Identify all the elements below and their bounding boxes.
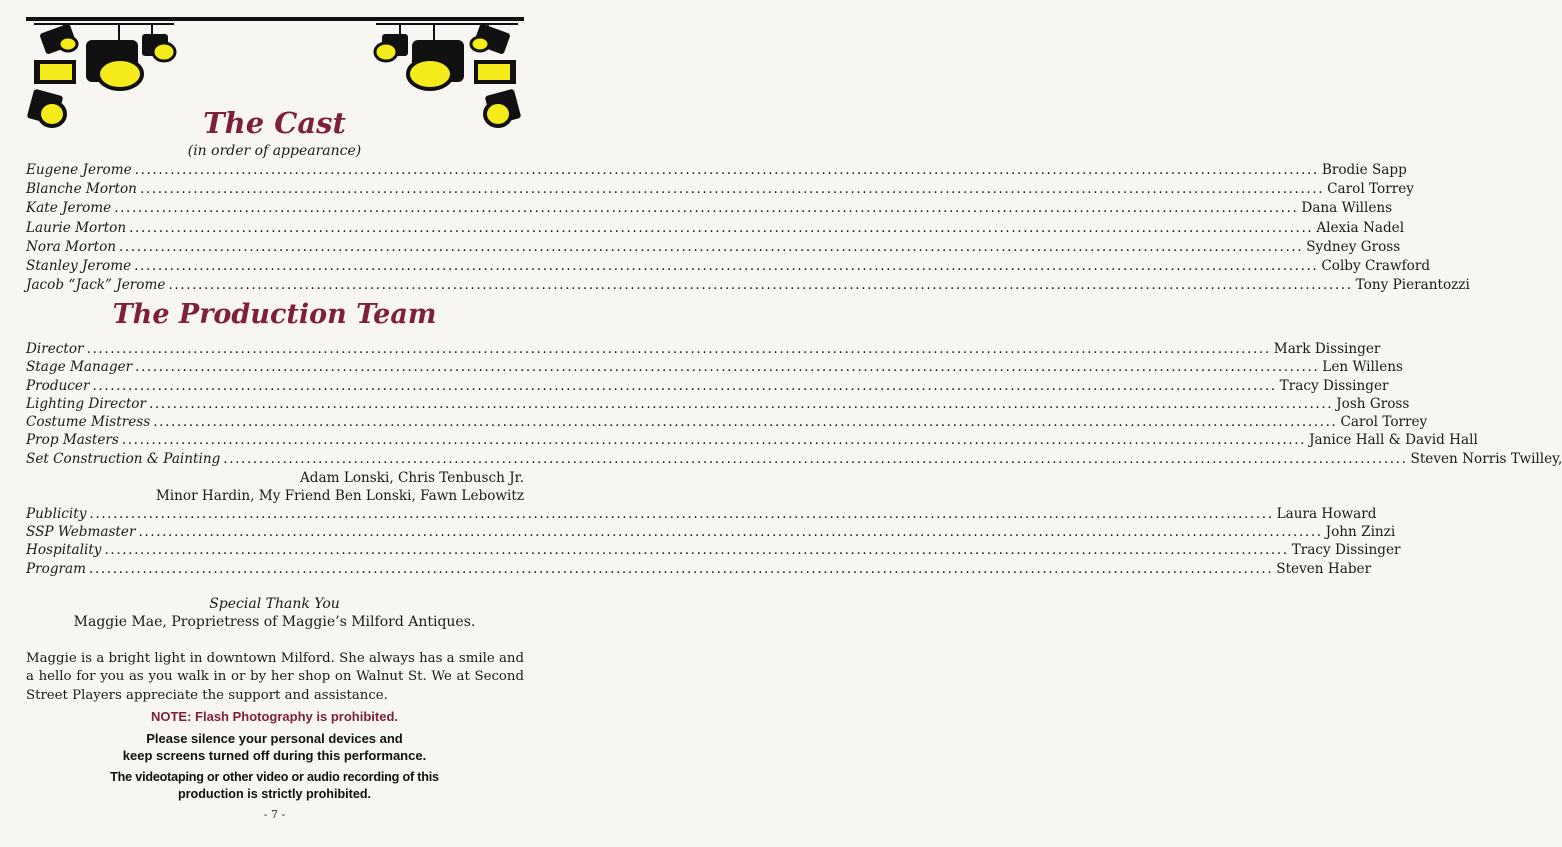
cast-row (26, 277, 1470, 296)
leader-dots: ........................................................................................................................................................................................................ (129, 219, 1314, 236)
team-role: Program (26, 560, 87, 577)
team-role: Stage Manager (26, 359, 133, 376)
cast-name: Dana Willens (1301, 200, 1393, 217)
leader-dots: ........................................................................................................................................................................................................ (135, 359, 1320, 376)
leader-dots: ........................................................................................................................................................................................................ (153, 414, 1338, 431)
team-row (26, 414, 1428, 432)
team-row (26, 505, 1377, 524)
cast-heading: The Cast (203, 106, 346, 140)
leader-dots: ........................................................................................................................................................................................................ (134, 162, 1319, 178)
cast-role: Stanley Jerome (26, 257, 132, 274)
team-name: Tracy Dissinger (1291, 542, 1401, 559)
team-name: Steven Norris Twilley, (1410, 450, 1562, 467)
cast-role: Nora Morton (26, 238, 117, 255)
flash-notice: NOTE: Flash Photography is prohibited. (150, 709, 398, 724)
cast-row (26, 257, 1431, 277)
leader-dots: ........................................................................................................................................................................................................ (104, 542, 1289, 559)
cast-name: Sydney Gross (1306, 238, 1401, 255)
leader-dots: ........................................................................................................................................................................................................ (119, 238, 1304, 255)
team-row (26, 560, 1372, 579)
production-team-heading: The Production Team (112, 299, 437, 330)
team-name: Janice Hall & David Hall (1309, 432, 1478, 449)
team-name: Steven Haber (1276, 560, 1372, 577)
team-name: Len Willens (1322, 359, 1403, 376)
team-name: Laura Howard (1276, 505, 1377, 522)
team-row (26, 432, 1478, 450)
team-name: Tracy Dissinger (1279, 377, 1389, 394)
cast-name: Colby Crawford (1321, 257, 1431, 274)
team-row (26, 542, 1401, 560)
team-row (26, 341, 1381, 359)
recording-notice-line: The videotaping or other video or audio recording of this (110, 770, 439, 784)
leader-dots: ........................................................................................................................................................................................................ (114, 200, 1299, 217)
leader-dots: ........................................................................................................................................................................................................ (223, 450, 1408, 467)
team-row (26, 450, 1562, 469)
team-role: Publicity (26, 505, 87, 522)
team-role: Director (26, 341, 84, 357)
cast-name: Carol Torrey (1327, 181, 1414, 198)
team-name: Josh Gross (1336, 395, 1410, 412)
leader-dots: ........................................................................................................................................................................................................ (168, 277, 1353, 294)
cast-role: Blanche Morton (26, 181, 137, 198)
team-role: SSP Webmaster (26, 523, 136, 540)
cast-name: Alexia Nadel (1316, 219, 1405, 236)
set-crew-continued: Minor Hardin, My Friend Ben Lonski, Fawn Lebowitz (155, 488, 524, 505)
cast-name: Brodie Sapp (1321, 162, 1407, 178)
leader-dots: ........................................................................................................................................................................................................ (134, 257, 1319, 274)
leader-dots: ........................................................................................................................................................................................................ (138, 523, 1323, 540)
page-number: - 7 - (263, 808, 286, 821)
cast-list (26, 162, 1470, 296)
team-role: Prop Masters (26, 432, 119, 449)
team-name: John Zinzi (1325, 523, 1396, 540)
team-list (26, 341, 1562, 579)
team-row (26, 359, 1403, 377)
cast-row (26, 181, 1414, 200)
cast-role: Kate Jerome (26, 200, 112, 217)
cast-role: Jacob “Jack” Jerome (26, 277, 166, 294)
team-role: Set Construction & Painting (26, 450, 221, 467)
cast-row (26, 219, 1405, 239)
cast-role: Laurie Morton (26, 219, 127, 236)
thanks-heading: Special Thank You (209, 596, 340, 612)
leader-dots: ........................................................................................................................................................................................................ (148, 395, 1334, 412)
leader-dots: ........................................................................................................................................................................................................ (121, 432, 1307, 449)
team-role: Producer (26, 377, 90, 394)
cast-row (26, 200, 1393, 219)
leader-dots: ........................................................................................................................................................................................................ (86, 341, 1271, 357)
notices (0, 709, 549, 803)
team-row (26, 395, 1410, 414)
cast-subtitle: (in order of appearance) (187, 143, 362, 159)
team-role: Hospitality (26, 542, 102, 559)
team-name: Mark Dissinger (1273, 341, 1381, 357)
leader-dots: ........................................................................................................................................................................................................ (89, 560, 1274, 577)
leader-dots: ........................................................................................................................................................................................................ (139, 181, 1325, 198)
team-name: Carol Torrey (1340, 414, 1428, 431)
leader-dots: ........................................................................................................................................................................................................ (92, 377, 1277, 394)
devices-notice-line: Please silence your personal devices and (146, 731, 403, 746)
team-row (26, 377, 1389, 396)
team-row (26, 523, 1396, 542)
cast-role: Eugene Jerome (26, 162, 132, 178)
thanks-paragraph: Maggie is a bright light in downtown Milford. She always has a smile and a hello for you as you walk in or by her shop on Walnut St. We at Second Street Players appreciate the support and assistance. (26, 651, 524, 703)
recording-notice-line: production is strictly prohibited. (177, 787, 372, 801)
cast-row (26, 162, 1407, 181)
set-crew-continued: Adam Lonski, Chris Tenbusch Jr. (299, 470, 524, 487)
team-role: Lighting Director (26, 395, 146, 412)
leader-dots: ........................................................................................................................................................................................................ (89, 505, 1274, 522)
team-role: Costume Mistress (26, 414, 151, 431)
light-rig-bar (26, 17, 524, 21)
cast-row (26, 238, 1401, 258)
devices-notice-line: keep screens turned off during this performance. (122, 748, 427, 763)
thanks-text: Maggie Mae, Proprietress of Maggie’s Milford Antiques. (73, 614, 476, 630)
cast-name: Tony Pierantozzi (1355, 277, 1470, 294)
